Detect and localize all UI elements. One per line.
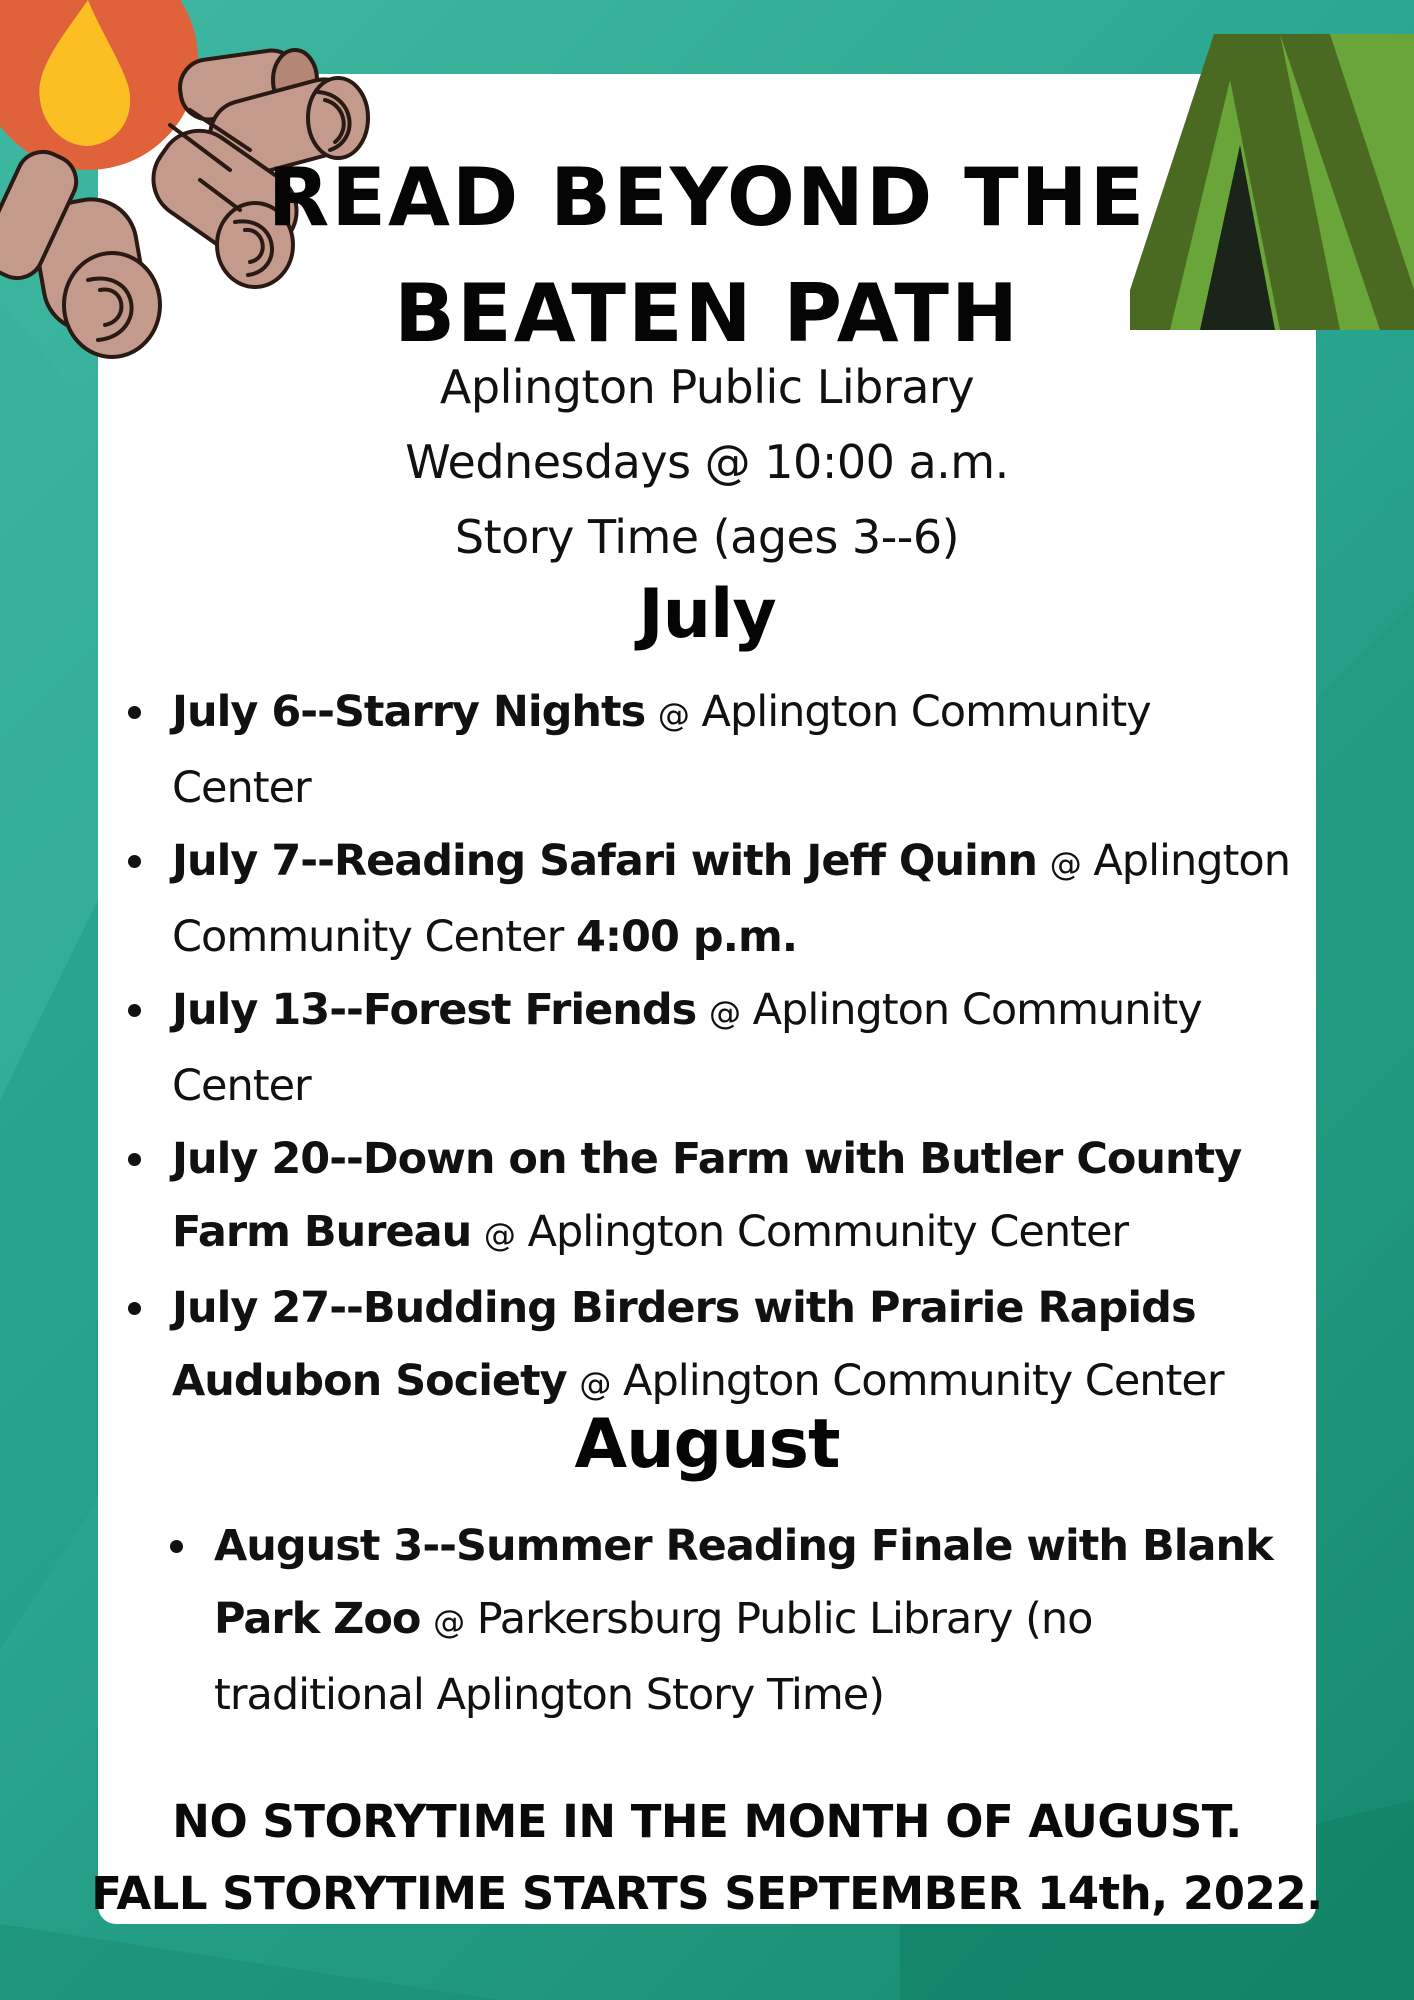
event-title: July 27--Budding Birders with Prairie Rapids Audubon Society	[172, 1283, 1196, 1406]
list-item	[172, 1272, 1302, 1421]
library-name: Aplington Public Library	[439, 360, 975, 414]
program-text: Story Time (ages 3--6)	[454, 510, 960, 564]
title-line-1: READ BEYOND THE	[267, 151, 1147, 244]
notice-line-2: FALL STORYTIME STARTS SEPTEMBER 14th, 2022.	[91, 1867, 1323, 1920]
event-location: Aplington Community Center	[172, 687, 1151, 813]
at-sign: @	[433, 1603, 465, 1641]
august-event-list	[214, 1510, 1304, 1732]
august-heading: August	[574, 1405, 840, 1484]
event-location: Aplington Community Center	[527, 1207, 1129, 1257]
list-item	[172, 1123, 1302, 1272]
flyer-title	[0, 140, 1414, 372]
event-location: Parkersburg Public Library (no traditional Aplington Story Time)	[214, 1594, 1093, 1720]
event-title: August 3--Summer Reading Finale with Blank Park Zoo	[214, 1521, 1273, 1644]
list-item	[172, 974, 1302, 1123]
at-sign: @	[483, 1216, 515, 1254]
at-sign: @	[708, 994, 740, 1032]
at-sign: @	[579, 1365, 611, 1403]
schedule-text: Wednesdays @ 10:00 a.m.	[405, 435, 1009, 489]
title-line-2: BEATEN PATH	[394, 267, 1020, 360]
event-time: 4:00 p.m.	[575, 912, 798, 962]
event-title: July 6--Starry Nights	[172, 687, 646, 737]
july-event-list	[172, 676, 1302, 1421]
event-location: Aplington Community Center	[172, 836, 1290, 962]
event-title: July 20--Down on the Farm with Butler County Farm Bureau	[172, 1134, 1242, 1257]
at-sign: @	[657, 696, 689, 734]
event-title: July 7--Reading Safari with Jeff Quinn	[172, 836, 1038, 886]
notice-text	[0, 1786, 1414, 1930]
event-location: Aplington Community Center	[172, 985, 1202, 1111]
notice-line-1: NO STORYTIME IN THE MONTH OF AUGUST.	[172, 1795, 1242, 1848]
event-location: Aplington Community Center	[623, 1356, 1224, 1406]
at-sign: @	[1049, 845, 1081, 883]
list-item	[172, 676, 1302, 825]
list-item	[214, 1510, 1304, 1732]
list-item	[172, 825, 1302, 974]
event-title: July 13--Forest Friends	[172, 985, 697, 1035]
july-heading: July	[638, 575, 776, 654]
